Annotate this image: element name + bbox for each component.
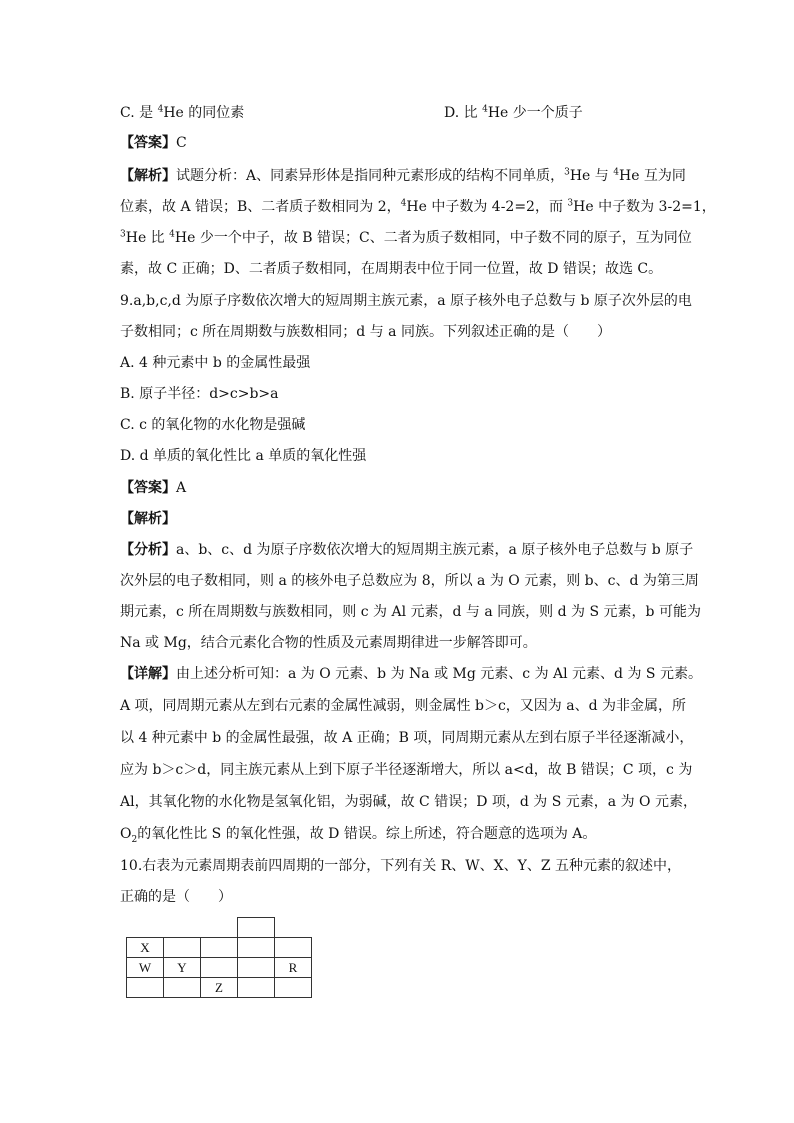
table-cell xyxy=(164,918,201,938)
q9-analysis-label: 【解析】 xyxy=(120,511,176,527)
table-cell xyxy=(127,918,164,938)
q9-xiangjie-line-3: 以 4 种元素中 b 的金属性最强，故 A 正确；B 项，同周期元素从左到右原子半径逐渐减小， xyxy=(120,730,694,746)
q10-stem-line-1: 10.右表为元素周期表前四周期的一部分，下列有关 R、W、X、Y、Z 五种元素的叙述中， xyxy=(120,858,682,874)
q9-xiangjie-line-6: $O_2$的氧化性比 S 的氧化性强，故 D 错误。综上所述，符合题意的选项为 A。 xyxy=(120,826,597,845)
table-row xyxy=(127,918,312,938)
table-cell: R xyxy=(275,958,312,978)
table-cell: W xyxy=(127,958,164,978)
q8-option-d: D. 比 $^4$He 少一个质子 xyxy=(444,104,583,121)
q8-option-c: C. 是 $^4$He 的同位素 xyxy=(120,104,245,121)
table-cell xyxy=(164,938,201,958)
q10-stem-line-2: 正确的是（ ） xyxy=(120,889,232,905)
q9-answer: 【答案】A xyxy=(120,480,187,496)
q9-fenxi-line-4: Na 或 Mg，结合元素化合物的性质及元素周期律进一步解答即可。 xyxy=(120,635,537,651)
q9-option-c: C. c 的氧化物的水化物是强碱 xyxy=(120,417,306,433)
q9-fenxi-line-1: 【分析】a、b、c、d 为原子序数依次增大的短周期主族元素，a 原子核外电子总数与 b 原子 xyxy=(120,542,694,558)
q9-fenxi-line-2: 次外层的电子数相同，则 a 的核外电子总数应为 8，所以 a 为 O 元素，则 b、c、d 为第三周 xyxy=(120,573,699,589)
q9-option-a: A. 4 种元素中 b 的金属性最强 xyxy=(120,355,311,371)
q9-option-b: B. 原子半径：d>c>b>a xyxy=(120,386,279,402)
q8-answer: 【答案】C xyxy=(120,135,187,151)
table-cell: X xyxy=(127,938,164,958)
table-cell xyxy=(201,938,238,958)
table-cell xyxy=(201,918,238,938)
q9-stem-line-1: 9.a,b,c,d 为原子序数依次增大的短周期主族元素，a 原子核外电子总数与 b 原子次外层的电 xyxy=(120,293,692,309)
q9-xiangjie-line-4: 应为 b＞c＞d，同主族元素从上到下原子半径逐渐增大，所以 a<d，故 B 错误；C 项，c 为 xyxy=(120,762,693,778)
q8-analysis-line-1: 【解析】试题分析：A、同素异形体是指同种元素形成的结构不同单质，$^3$He 与 $^4$He 互为同 xyxy=(120,167,686,184)
table-cell: Z xyxy=(201,978,238,998)
q8-analysis-line-2: 位素，故 A 错误；B、二者质子数相同为 2，$^4$He 中子数为 4-2=2，而 $^3$He 中子数为 3-2=1， xyxy=(120,198,716,215)
table-cell xyxy=(238,958,275,978)
q8-analysis-line-4: 素，故 C 正确；D、二者质子数相同，在周期表中位于同一位置，故 D 错误；故选 C。 xyxy=(120,261,663,277)
q9-xiangjie-line-2: A 项，同周期元素从左到右元素的金属性减弱，则金属性 b＞c，又因为 a、d 为非金属，所 xyxy=(120,698,687,714)
table-cell xyxy=(275,938,312,958)
table-cell xyxy=(127,978,164,998)
q9-fenxi-line-3: 期元素，c 所在周期数与族数相同，则 c 为 Al 元素，d 与 a 同族，则 d 为 S 元素，b 可能为 xyxy=(120,604,701,620)
table-cell xyxy=(238,978,275,998)
q9-xiangjie-line-5: Al，其氧化物的水化物是氢氧化铝，为弱碱，故 C 错误；D 项，d 为 S 元素，a 为 O 元素， xyxy=(120,794,697,810)
q9-xiangjie-line-1: 【详解】由上述分析可知：a 为 O 元素、b 为 Na 或 Mg 元素、c 为 Al 元素、d 为 S 元素。 xyxy=(120,666,702,682)
table-row xyxy=(127,978,312,998)
table-row xyxy=(127,938,312,958)
table-row xyxy=(127,958,312,978)
table-cell xyxy=(275,918,312,938)
q9-stem-line-2: 子数相同；c 所在周期数与族数相同；d 与 a 同族。下列叙述正确的是（ ） xyxy=(120,324,611,340)
table-cell xyxy=(275,978,312,998)
table-cell xyxy=(164,978,201,998)
table-cell xyxy=(201,958,238,978)
periodic-table-fragment xyxy=(126,917,312,998)
table-cell: Y xyxy=(164,958,201,978)
q8-analysis-line-3: $^3$He 比 $^4$He 少一个中子，故 B 错误；C、二者为质子数相同，中子数不同的原子，互为同位 xyxy=(120,229,692,246)
table-cell xyxy=(238,918,275,938)
q9-option-d: D. d 单质的氧化性比 a 单质的氧化性强 xyxy=(120,448,367,464)
table-cell xyxy=(238,938,275,958)
